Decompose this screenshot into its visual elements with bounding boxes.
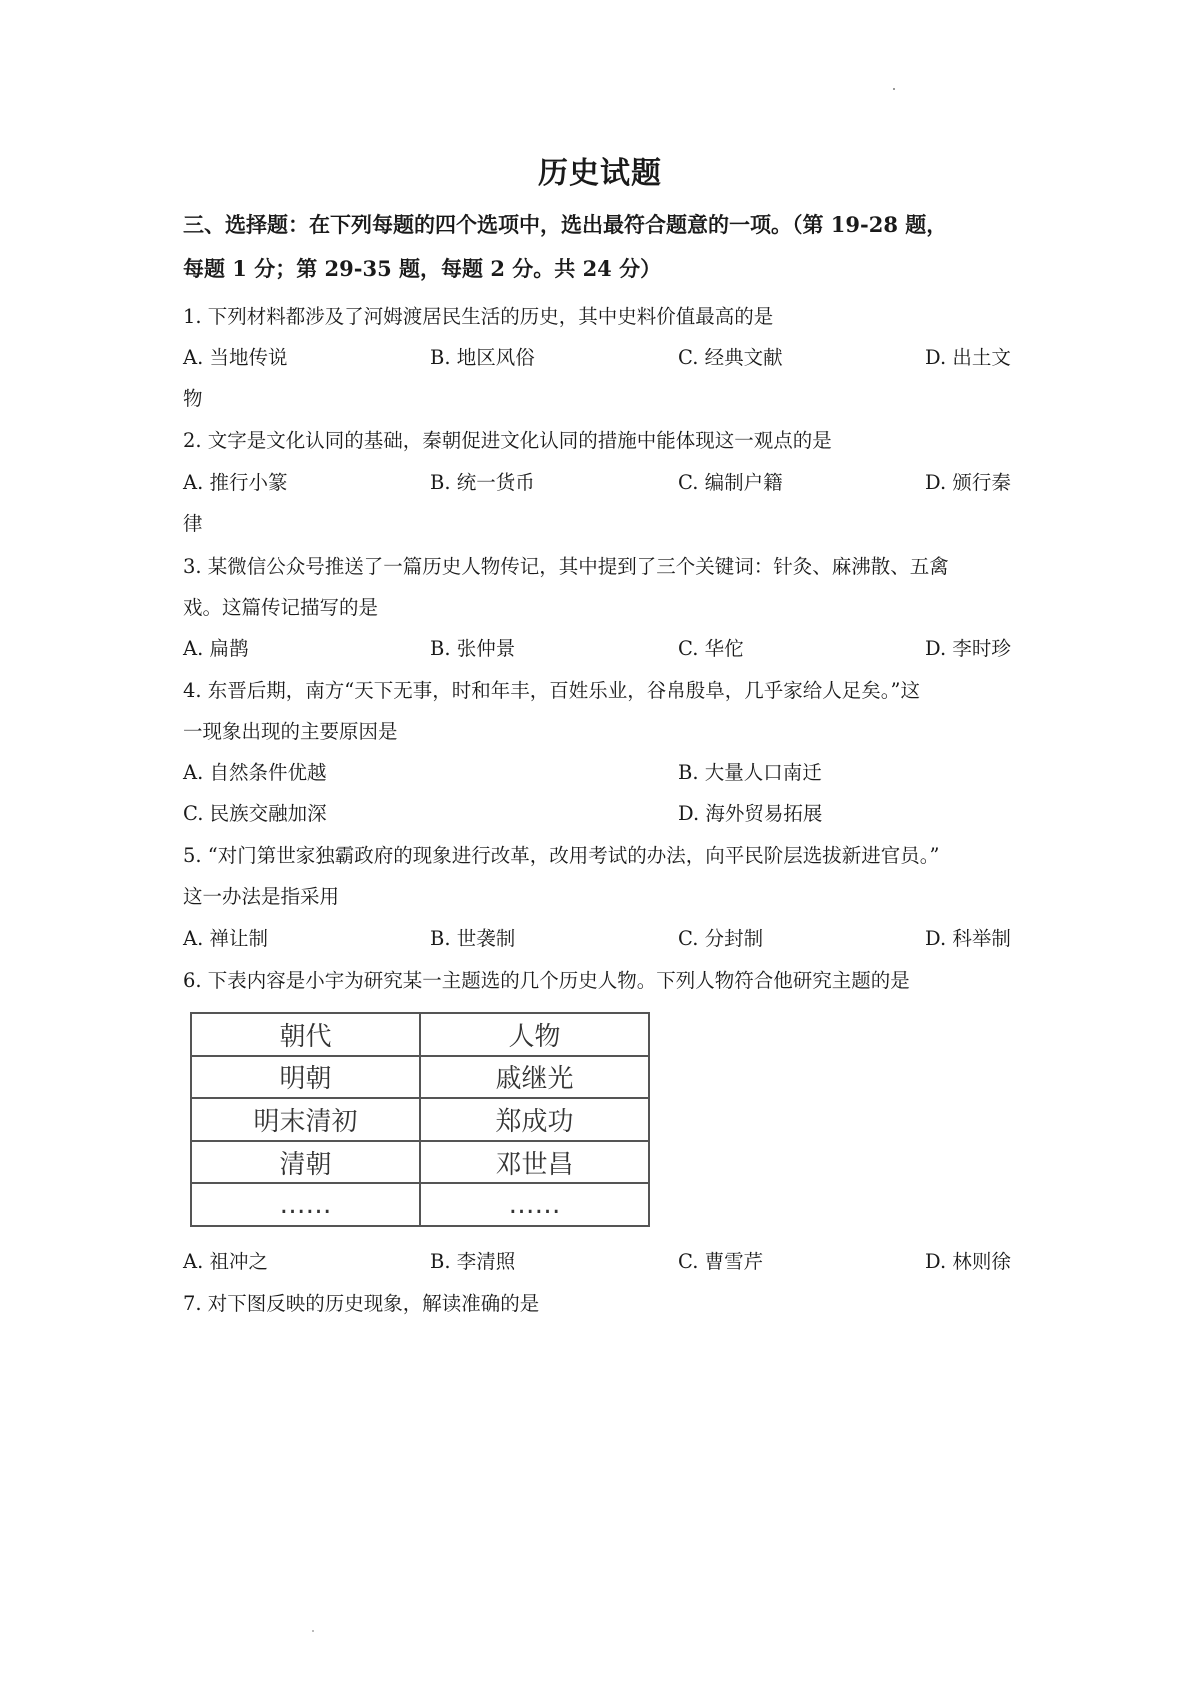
table-row: [191, 1183, 649, 1226]
question-3-option-c: C. 华佗: [678, 637, 744, 660]
question-4-option-b: B. 大量人口南迁: [678, 761, 822, 784]
question-5-stem-line-2: 这一办法是指采用: [183, 885, 340, 908]
table-cell: 郑成功: [420, 1098, 649, 1141]
section-header-line-2: 每题 1 分；第 29-35 题，每题 2 分。共 24 分）: [183, 256, 662, 281]
question-3-stem-line-1: 3. 某微信公众号推送了一篇历史人物传记，其中提到了三个关键词：针灸、麻沸散、五禽: [183, 555, 949, 578]
table-cell: 戚继光: [420, 1056, 649, 1099]
page-title: 历史试题: [538, 156, 662, 191]
question-2-stem: 2. 文字是文化认同的基础，秦朝促进文化认同的措施中能体现这一观点的是: [183, 429, 832, 452]
question-6-stem: 6. 下表内容是小宇为研究某一主题选的几个历史人物。下列人物符合他研究主题的是: [183, 969, 910, 992]
question-3-stem-line-2: 戏。这篇传记描写的是: [183, 596, 379, 619]
table-cell: ……: [191, 1183, 420, 1226]
question-2-option-d: D. 颁行秦: [925, 471, 1011, 494]
question-1-option-d-wrap: 物: [183, 387, 203, 410]
question-1-option-d: D. 出土文: [925, 346, 1011, 369]
table-cell: 清朝: [191, 1141, 420, 1184]
question-6-option-a: A. 祖冲之: [183, 1250, 268, 1273]
question-2-option-c: C. 编制户籍: [678, 471, 783, 494]
question-6-table: [190, 1012, 650, 1227]
table-row: [191, 1056, 649, 1099]
question-5-stem-line-1: 5. “对门第世家独霸政府的现象进行改革，改用考试的办法，向平民阶层选拔新进官员。”: [183, 844, 940, 867]
question-1-option-c: C. 经典文献: [678, 346, 783, 369]
question-6-option-b: B. 李清照: [430, 1250, 516, 1273]
question-7-stem: 7. 对下图反映的历史现象，解读准确的是: [183, 1292, 540, 1315]
question-2-option-a: A. 推行小篆: [183, 471, 288, 494]
question-4-option-a: A. 自然条件优越: [183, 761, 327, 784]
question-4-stem-line-2: 一现象出现的主要原因是: [183, 720, 398, 743]
question-6-option-d: D. 林则徐: [925, 1250, 1011, 1273]
table-cell: 邓世昌: [420, 1141, 649, 1184]
table-row: [191, 1141, 649, 1184]
question-6-option-c: C. 曹雪芹: [678, 1250, 764, 1273]
question-4-stem-line-1: 4. 东晋后期，南方“天下无事，时和年丰，百姓乐业，谷帛殷阜，几乎家给人足矣。”这: [183, 679, 920, 702]
section-header-line-1: 三、选择题：在下列每题的四个选项中，选出最符合题意的一项。（第 19-28 题，: [183, 212, 948, 237]
question-5-option-d: D. 科举制: [925, 927, 1011, 950]
table-cell: 朝代: [191, 1013, 420, 1056]
question-1-stem: 1. 下列材料都涉及了河姆渡居民生活的历史，其中史料价值最高的是: [183, 305, 774, 328]
question-5-option-c: C. 分封制: [678, 927, 764, 950]
scan-speck: [893, 88, 895, 90]
table-row: [191, 1098, 649, 1141]
scan-speck: [312, 1630, 314, 1632]
question-2-option-b: B. 统一货币: [430, 471, 535, 494]
question-1-option-a: A. 当地传说: [183, 346, 288, 369]
question-3-option-d: D. 李时珍: [925, 637, 1011, 660]
question-5-option-b: B. 世袭制: [430, 927, 516, 950]
table-cell: 明朝: [191, 1056, 420, 1099]
question-3-option-a: A. 扁鹊: [183, 637, 249, 660]
question-4-option-d: D. 海外贸易拓展: [678, 802, 823, 825]
question-5-option-a: A. 禅让制: [183, 927, 268, 950]
table-row: [191, 1013, 649, 1056]
question-3-option-b: B. 张仲景: [430, 637, 516, 660]
question-2-option-d-wrap: 律: [183, 512, 203, 535]
question-4-option-c: C. 民族交融加深: [183, 802, 327, 825]
table-cell: 人物: [420, 1013, 649, 1056]
table-cell: ……: [420, 1183, 649, 1226]
table-cell: 明末清初: [191, 1098, 420, 1141]
question-1-option-b: B. 地区风俗: [430, 346, 535, 369]
